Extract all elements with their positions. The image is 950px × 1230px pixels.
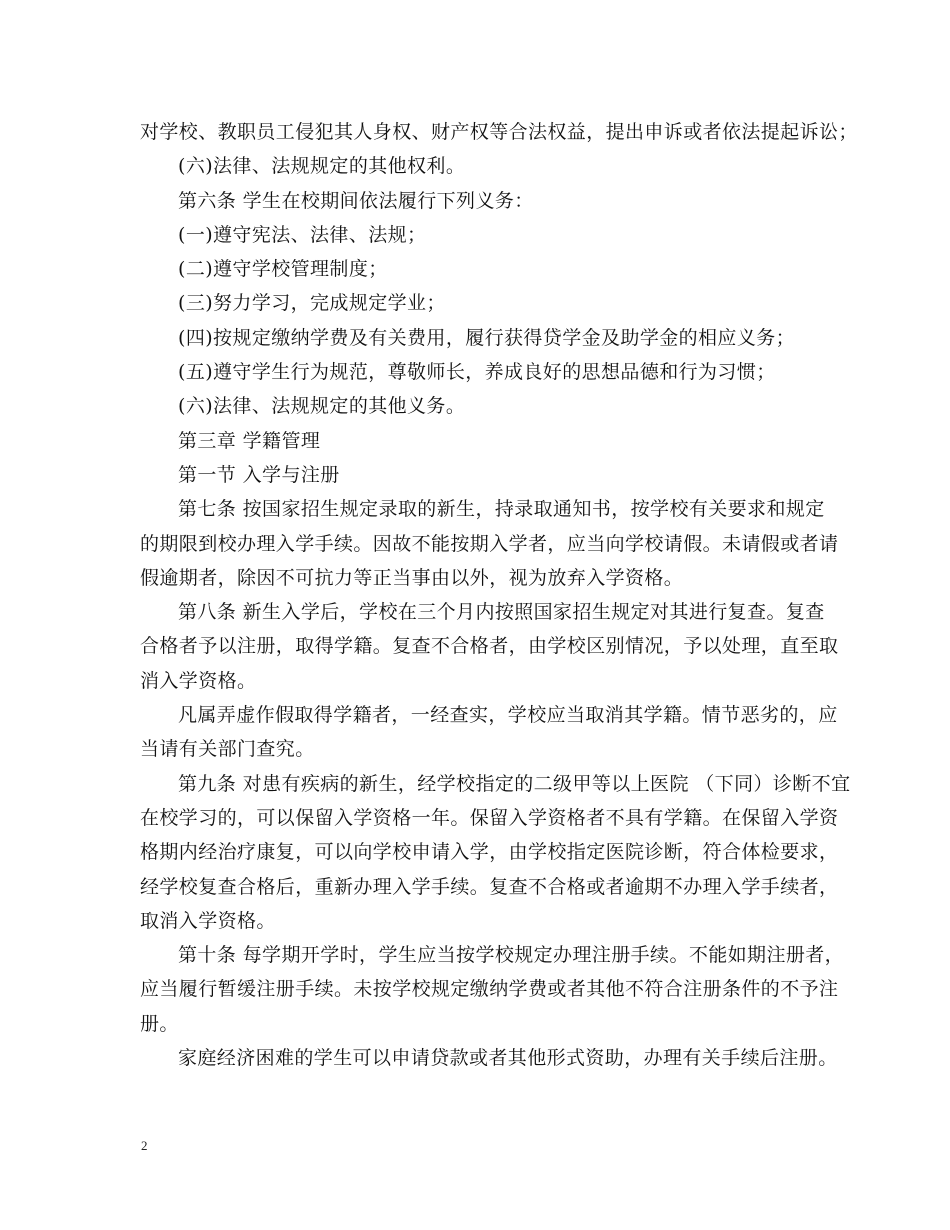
text-line: 假逾期者，除因不可抗力等正当事由以外，视为放弃入学资格。: [140, 566, 684, 589]
text-line: 册。: [140, 1012, 179, 1035]
page-number: 2: [141, 1138, 148, 1153]
text-line: 家庭经济困难的学生可以申请贷款或者其他形式资助，办理有关手续后注册。: [178, 1047, 838, 1070]
text-line: 凡属弄虚作假取得学籍者，一经查实，学校应当取消其学籍。情节恶劣的，应: [178, 704, 838, 727]
text-line: 消入学资格。: [140, 669, 257, 692]
text-line: 第十条 每学期开学时，学生应当按学校规定办理注册手续。不能如期注册者，: [178, 944, 845, 967]
text-line: (五)遵守学生行为规范，尊敬师长，养成良好的思想品德和行为习惯；: [178, 361, 776, 384]
text-line: 第三章 学籍管理: [178, 429, 321, 452]
text-line: (六)法律、法规规定的其他义务。: [178, 395, 466, 418]
text-line: 取消入学资格。: [140, 909, 276, 932]
text-line: 应当履行暂缓注册手续。未按学校规定缴纳学费或者其他不符合注册条件的不予注: [140, 978, 839, 1001]
text-line: 第七条 按国家招生规定录取的新生，持录取通知书，按学校有关要求和规定: [178, 498, 825, 521]
text-line: 当请有关部门查究。: [140, 738, 315, 761]
text-line: (一)遵守宪法、法律、法规；: [178, 223, 427, 246]
text-line: (四)按规定缴纳学费及有关费用，履行获得贷学金及助学金的相应义务；: [178, 326, 796, 349]
text-line: 第六条 学生在校期间依法履行下列义务：: [178, 189, 534, 212]
text-line: (六)法律、法规规定的其他权利。: [178, 155, 466, 178]
text-line: 格期内经治疗康复，可以向学校申请入学，由学校指定医院诊断，符合体检要求，: [140, 841, 839, 864]
text-line: 第九条 对患有疾病的新生，经学校指定的二级甲等以上医院 （下同）诊断不宜: [178, 772, 851, 795]
text-line: 的期限到校办理入学手续。因故不能按期入学者，应当向学校请假。未请假或者请: [140, 532, 839, 555]
text-line: 第一节 入学与注册: [178, 463, 340, 486]
text-line: 对学校、教职员工侵犯其人身权、财产权等合法权益，提出申诉或者依法提起诉讼；: [140, 121, 858, 143]
text-line: 在校学习的，可以保留入学资格一年。保留入学资格者不具有学籍。在保留入学资: [140, 806, 839, 829]
text-line: 第八条 新生入学后，学校在三个月内按照国家招生规定对其进行复查。复查: [178, 601, 825, 624]
text-line: (三)努力学习，完成规定学业；: [178, 292, 446, 315]
text-line: 合格者予以注册，取得学籍。复查不合格者，由学校区别情况，予以处理，直至取: [140, 635, 839, 658]
document-body: [140, 115, 858, 1075]
text-line: 经学校复查合格后，重新办理入学手续。复查不合格或者逾期不办理入学手续者，: [140, 875, 839, 898]
text-line: (二)遵守学校管理制度；: [178, 258, 388, 281]
